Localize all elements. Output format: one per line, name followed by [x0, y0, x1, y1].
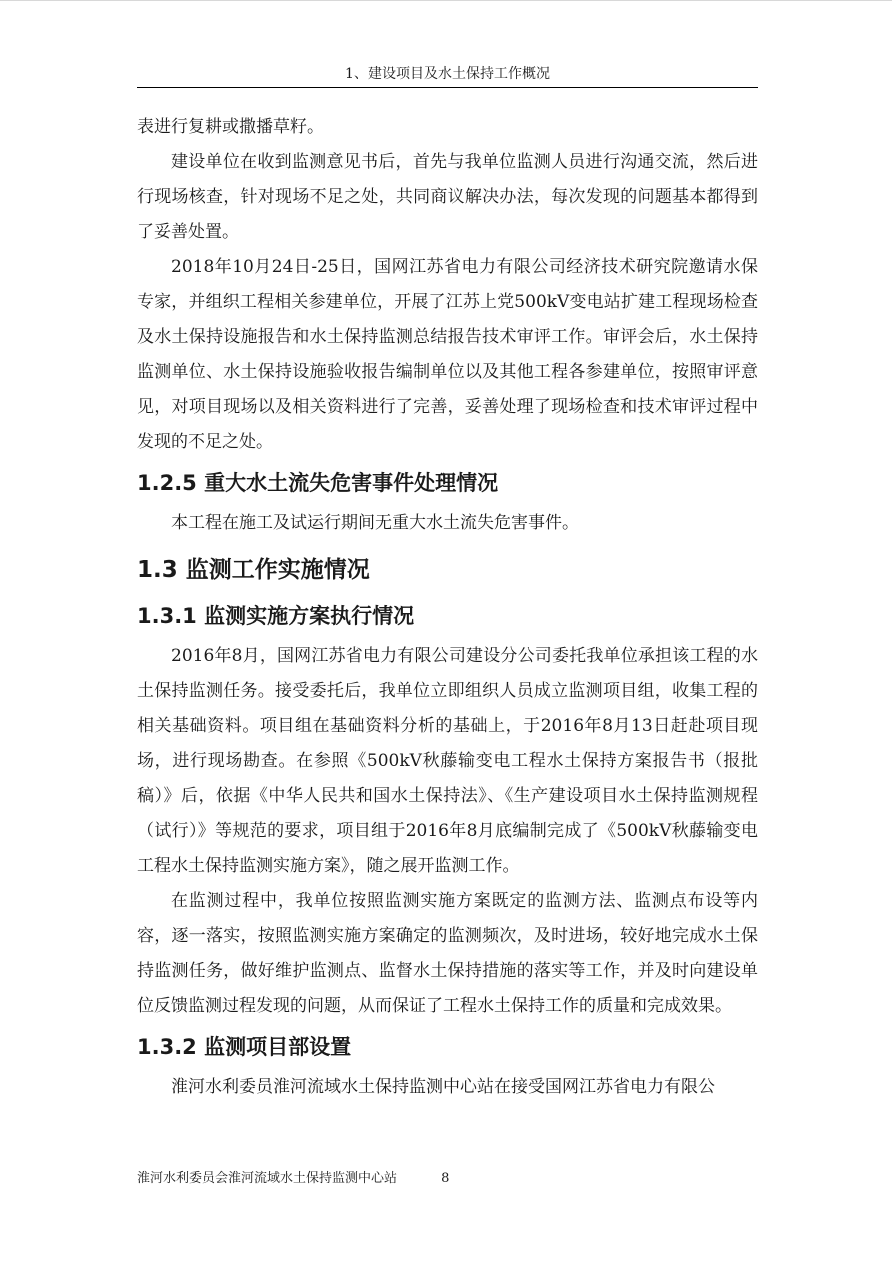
paragraph-project-department: 淮河水利委员淮河流域水土保持监测中心站在接受国网江苏省电力有限公 — [171, 1077, 715, 1097]
page-footer — [137, 1168, 758, 1190]
section-heading-1-3-1: 1.3.1 监测实施方案执行情况 — [137, 604, 415, 628]
paragraph-continuation: 表进行复耕或撒播草籽。 — [137, 117, 324, 137]
header-divider — [137, 87, 758, 88]
page-top-border — [0, 0, 892, 1]
paragraph-monitoring-process: 在监测过程中，我单位按照监测实施方案既定的监测方法、监测点布设等内容，逐一落实，按照监测实施方案确定的监测频次，及时进场，较好地完成水土保持监测任务，做好维护监测点、监督水土保持措施的落实等工作，并及时向建设单位反馈监测过程发现的问题，从而保证了工程水土保持工作的质量和完成效果。 — [137, 891, 758, 1016]
paragraph-implementation-plan: 2016年8月，国网江苏省电力有限公司建设分公司委托我单位承担该工程的水土保持监测任务。接受委托后，我单位立即组织人员成立监测项目组，收集工程的相关基础资料。项目组在基础资料分析的基础上，于2016年8月13日赶赴项目现场，进行现场勘查。在参照《500kV秋藤输变电工程水土保持方案报告书（报批稿）》后，依据《中华人民共和国水土保持法》、《生产建设项目水土保持监测规程（试行）》等规范的要求，项目组于2016年8月底编制完成了《500kV秋藤输变电工程水土保持监测实施方案》，随之展开监测工作。 — [137, 646, 758, 876]
running-header: 1、建设项目及水土保持工作概况 — [345, 66, 550, 82]
paragraph-technical-review: 2018年10月24日-25日，国网江苏省电力有限公司经济技术研究院邀请水保专家，并组织工程相关参建单位，开展了江苏上党500kV变电站扩建工程现场检查及水土保持设施报告和水土保持监测总结报告技术审评工作。审评会后，水土保持监测单位、水土保持设施验收报告编制单位以及其他工程各参建单位，按照审评意见，对项目现场以及相关资料进行了完善，妥善处理了现场检查和技术审评过程中发现的不足之处。 — [137, 257, 758, 452]
section-heading-1-3-2: 1.3.2 监测项目部设置 — [137, 1035, 352, 1059]
section-heading-1-3: 1.3 监测工作实施情况 — [137, 557, 370, 583]
paragraph-no-major-events: 本工程在施工及试运行期间无重大水土流失危害事件。 — [171, 513, 579, 533]
paragraph-monitoring-feedback: 建设单位在收到监测意见书后，首先与我单位监测人员进行沟通交流，然后进行现场核查，针对现场不足之处，共同商议解决办法，每次发现的问题基本都得到了妥善处置。 — [137, 152, 758, 242]
section-heading-1-2-5: 1.2.5 重大水土流失危害事件处理情况 — [137, 471, 499, 495]
document-body — [137, 110, 758, 1105]
page-number: 8 — [441, 1171, 450, 1186]
footer-organization: 淮河水利委员会淮河流域水土保持监测中心站 — [137, 1171, 398, 1186]
